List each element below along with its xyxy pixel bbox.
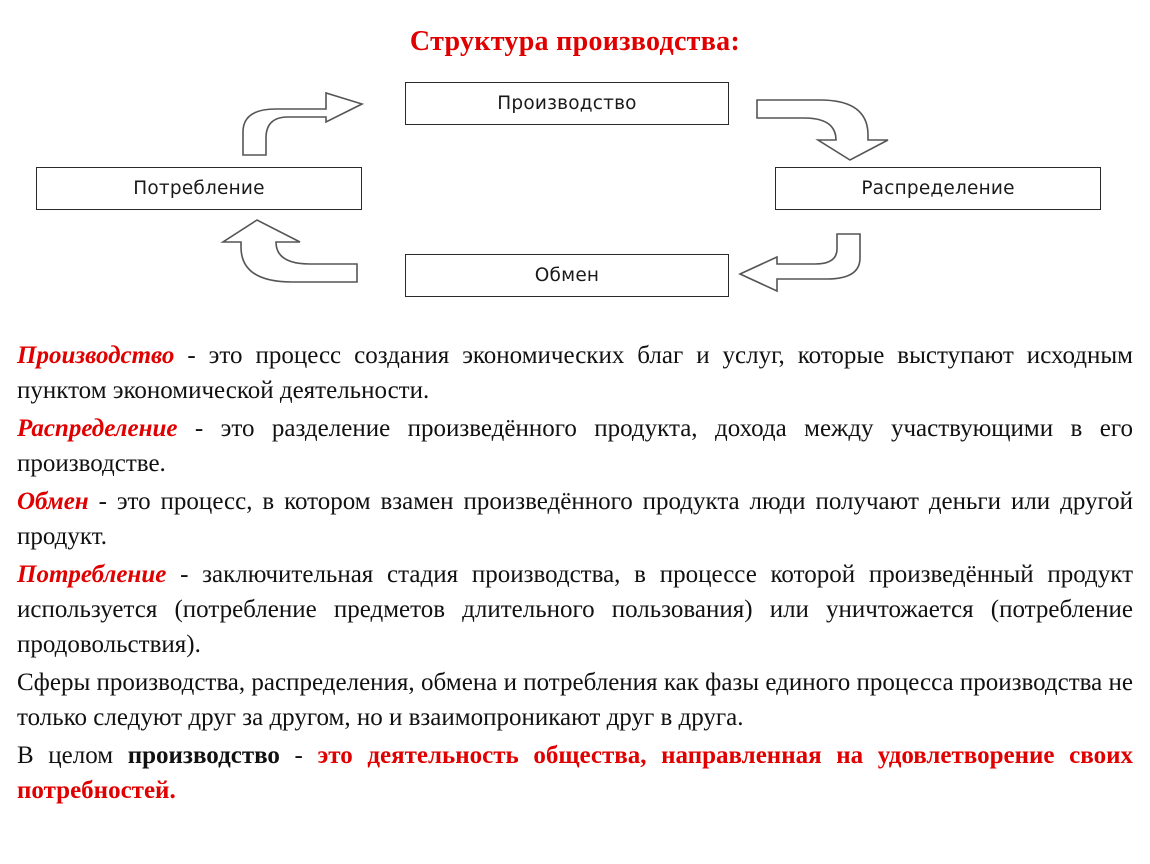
definition-distribution bbox=[17, 411, 1133, 481]
conclusion-keyword: производство bbox=[127, 742, 280, 769]
term-consumption: Потребление bbox=[17, 561, 167, 588]
arrow-consumption-to-production bbox=[243, 93, 362, 155]
definition-consumption bbox=[17, 557, 1133, 662]
definition-consumption-text: - заключительная стадия производства, в процессе которой произведённый продукт используется (потребление предметов длительного пользования) или уничтожается (потребление продовольствия). bbox=[17, 561, 1133, 658]
definition-exchange-text: - это процесс, в котором взамен произведённого продукта люди получают деньги или другой продукт. bbox=[17, 488, 1133, 550]
definition-distribution-text: - это разделение произведённого продукта, дохода между участвующими в его производстве. bbox=[17, 415, 1133, 477]
conclusion-period: . bbox=[169, 777, 176, 804]
conclusion-highlight: это деятельность общества, направленная на удовлетворение своих потребностей bbox=[17, 742, 1133, 804]
conclusion-dash: - bbox=[279, 742, 318, 769]
page-title: Структура производства: bbox=[409, 26, 741, 57]
spheres-paragraph: Сферы производства, распределения, обмена и потребления как фазы единого процесса производства не только следуют друг за другом, но и взаимопроникают друг в друга. bbox=[17, 669, 1133, 731]
conclusion-prefix: В целом bbox=[17, 742, 128, 769]
stage-production: Производство bbox=[405, 82, 729, 125]
definition-exchange bbox=[17, 484, 1133, 554]
term-exchange: Обмен bbox=[17, 488, 89, 515]
stage-distribution: Распределение bbox=[775, 167, 1101, 210]
term-production: Производство bbox=[17, 342, 175, 369]
conclusion-paragraph bbox=[17, 738, 1133, 808]
term-distribution: Распределение bbox=[17, 415, 178, 442]
arrow-distribution-to-exchange bbox=[740, 234, 860, 291]
arrow-exchange-to-consumption bbox=[223, 220, 357, 282]
definition-production-text: - это процесс создания экономических благ и услуг, которые выступают исходным пунктом экономической деятельности. bbox=[17, 342, 1133, 404]
arrow-production-to-distribution bbox=[757, 100, 888, 160]
stage-consumption: Потребление bbox=[36, 167, 362, 210]
stage-exchange: Обмен bbox=[405, 254, 729, 297]
definition-production bbox=[17, 338, 1133, 408]
definitions-text bbox=[17, 338, 1133, 811]
